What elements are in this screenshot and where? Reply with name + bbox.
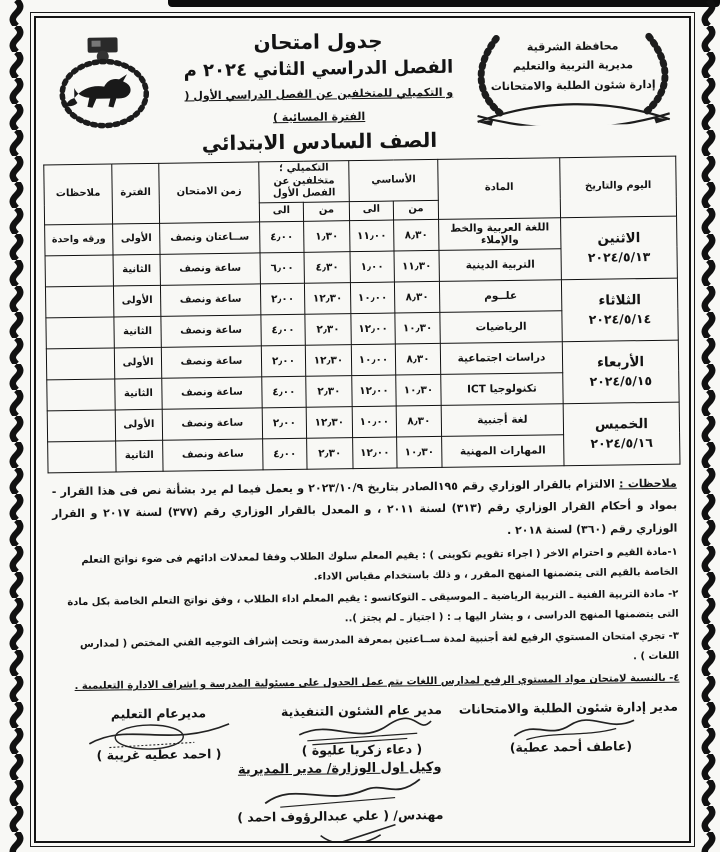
col-header-notes: ملاحظات xyxy=(44,164,113,224)
duration-cell: ســاعتان ونصف xyxy=(160,222,260,254)
day-date: ٢٠٢٤/٥/١٤ xyxy=(588,310,652,327)
notes-cell xyxy=(46,317,114,349)
outer-frame xyxy=(30,12,695,847)
wavy-border-left-icon xyxy=(8,0,25,852)
notes-cell: ورقه واحدة xyxy=(45,224,113,256)
basic-to-cell: ١٠٫٠٠ xyxy=(352,406,396,438)
notes-cell xyxy=(46,348,114,380)
subject-cell: تكنولوجيا ICT xyxy=(441,372,563,405)
signature-scribble-icon xyxy=(245,775,435,812)
comp-to-cell: ٢٫٠٠ xyxy=(260,283,304,315)
day-cell-thursday xyxy=(563,402,680,466)
notes-section xyxy=(52,472,680,697)
basic-from-cell: ٨٫٣٠ xyxy=(395,343,440,375)
note-item-3: ٣- تجري امتحان المستوي الرفيع لغة أجنبية لمدة ســاعتين بمعرفة المدرسة وتحت إشراف التوجيه الفني المختص ( لمدارس اللغات ) . xyxy=(79,630,680,663)
comp-from-cell: ٤٫٣٠ xyxy=(304,251,350,283)
basic-to-cell: ١٢٫٠٠ xyxy=(352,375,396,407)
notes-cell xyxy=(45,255,113,287)
col-header-period: الفترة xyxy=(112,164,160,224)
notes-cell xyxy=(48,441,116,473)
col-header-basic: الأساسي xyxy=(349,160,439,202)
signature-undersecretary xyxy=(180,759,501,843)
comp-to-cell: ٤٫٠٠ xyxy=(261,314,305,346)
note-item-2: ٢- مادة التربية الفنية ـ التربية الرياضية ـ الموسيقى ـ التوكاتسو : يقيم المعلم اداء الطلاب ، وفق نواتج التعلم الخاصة بكل مادة التى يتضمنها المنهج الدراسى ، و يشار اليها بـ : ( اجتياز ـ لم يجتز ).. xyxy=(67,588,679,625)
day-date: ٢٠٢٤/٥/١٦ xyxy=(590,434,654,451)
title-block xyxy=(167,24,470,156)
basic-to-cell: ١١٫٠٠ xyxy=(350,220,394,252)
governorate-logo xyxy=(39,29,168,137)
comp-from-cell: ٢٫٣٠ xyxy=(305,313,351,345)
signature-students-affairs xyxy=(458,698,679,757)
subject-cell: اللغة العربية والخط والإملاء xyxy=(439,217,561,250)
day-cell-wednesday xyxy=(562,340,679,404)
subject-cell: الرياضيات xyxy=(440,310,562,343)
basic-from-cell: ١٠٫٣٠ xyxy=(396,374,441,406)
subject-cell: دراسات اجتماعية xyxy=(440,341,562,374)
subheader-comp-to: الى xyxy=(259,202,303,222)
notes-label: ملاحظات : xyxy=(619,476,677,491)
period-cell: الثانية xyxy=(116,440,163,472)
basic-to-cell: ١٢٫٠٠ xyxy=(353,437,397,469)
col-header-duration: زمن الامتحان xyxy=(159,162,260,223)
period-cell: الأولى xyxy=(113,285,160,317)
comp-from-cell: ١٢٫٣٠ xyxy=(306,406,352,438)
note-item-1: ١-مادة القيم و احترام الاخر ( اجراء تقويم تكوينى ) : يقيم المعلم سلوك الطلاب وفقا لمعدلات ادائهم فى ضوء نواتج التعلم الخاصة بالقيم التى يتضمنها المنهج المقرر ، و ذلك باستخدام مقياس الاداء. xyxy=(81,546,679,583)
comp-from-cell: ١٢٫٣٠ xyxy=(304,282,350,314)
horse-emblem-icon xyxy=(51,35,156,136)
day-name: الثلاثاء xyxy=(598,292,642,309)
period-cell: الثانية xyxy=(113,254,160,286)
subheader-comp-from: من xyxy=(303,201,349,221)
signature-name: مهندس/ ( علي عبدالرؤوف احمد ) xyxy=(237,806,444,825)
signature-row xyxy=(57,698,679,763)
day-name: الخميس xyxy=(594,416,649,433)
wavy-border-right-icon xyxy=(700,0,717,852)
basic-to-cell: ١٠٫٠٠ xyxy=(350,282,394,314)
comp-to-cell: ٢٫٠٠ xyxy=(261,345,305,377)
duration-cell: ساعة ونصف xyxy=(161,346,261,378)
subject-cell: التربية الدينية xyxy=(439,248,561,281)
org-line-department: إدارة شئون الطلبة والامتحانات xyxy=(490,77,656,93)
comp-from-cell: ٢٫٣٠ xyxy=(306,375,352,407)
comp-from-cell: ١٫٣٠ xyxy=(304,220,350,252)
directorate-block xyxy=(468,22,677,97)
period-cell: الثانية xyxy=(114,316,161,348)
signature-name: ( احمد عطيه غريبة ) xyxy=(96,745,222,763)
duration-cell: ساعة ونصف xyxy=(163,439,263,471)
comp-to-cell: ٤٫٠٠ xyxy=(260,221,304,253)
basic-from-cell: ١٠٫٣٠ xyxy=(395,312,440,344)
subject-cell: المهارات المهنية xyxy=(442,434,564,467)
duration-cell: ساعة ونصف xyxy=(160,253,260,285)
subheader-basic-from: من xyxy=(393,200,438,220)
col-header-subject: المادة xyxy=(438,158,561,219)
basic-from-cell: ٨٫٣٠ xyxy=(396,405,441,437)
main-title: جدول امتحان xyxy=(253,28,383,55)
period-cell: الثانية xyxy=(115,378,162,410)
term-title: الفصل الدراسي الثاني ٢٠٢٤ م xyxy=(183,56,454,82)
notes-cell xyxy=(47,410,115,442)
day-name: الاثنين xyxy=(597,230,641,247)
grade-title: الصف السادس الابتدائي xyxy=(201,128,438,156)
notes-intro-text: الالتزام بالقرار الوزاري رقم ١٩٥الصادر بتاريخ ٢٠٢٣/١٠/٩ و يعمل فيما لم يرد بشأنة نص فى هذا القرار - بمواد و أحكام القرار الوزاري رقم (٣١٣) لسنة ٢٠١١ ، و المعدل بالقرار الوزاري رقم (٣٧٧) لسنة ٢٠١٧ و القرار الوزاري رقم (٣٦٠) لسنة ٢٠١٨ . xyxy=(51,477,678,537)
day-cell-monday xyxy=(561,216,678,280)
period-cell: الأولى xyxy=(114,347,161,379)
org-line-directorate: مديرية التربية والتعليم xyxy=(512,58,634,74)
scan-top-edge-artifact xyxy=(168,0,720,7)
note-item-4: ٤- بالنسبة لامتحان مواد المستوي الرفيع لمدارس اللغات يتم عمل الجدول على مسئولية المدرسة و اشراف الادارة التعليمية . xyxy=(74,672,680,693)
basic-to-cell: ١٫٠٠ xyxy=(350,251,394,283)
duration-cell: ساعة ونصف xyxy=(162,377,262,409)
basic-to-cell: ١٢٫٠٠ xyxy=(351,313,395,345)
subject-cell: علــوم xyxy=(439,279,561,312)
comp-from-cell: ٢٫٣٠ xyxy=(307,437,353,469)
basic-to-cell: ١٠٫٠٠ xyxy=(351,344,395,376)
period-cell: الأولى xyxy=(113,223,160,255)
signature-scribble-icon xyxy=(265,822,415,843)
comp-to-cell: ٢٫٠٠ xyxy=(262,407,306,439)
signature-title: مدير إدارة شئون الطلبة والامتحانات xyxy=(458,698,678,717)
signature-name: (عاطف أحمد عطية) xyxy=(509,738,633,755)
basic-from-cell: ٨٫٣٠ xyxy=(394,219,439,251)
notes-cell xyxy=(45,286,113,318)
duration-cell: ساعة ونصف xyxy=(161,315,261,347)
signature-title: مديرعام التعليم xyxy=(110,705,207,722)
day-date: ٢٠٢٤/٥/١٣ xyxy=(587,248,651,265)
signature-executive-affairs xyxy=(260,701,464,760)
col-header-day: اليوم والتاريخ xyxy=(560,156,677,217)
period-cell: الأولى xyxy=(115,409,162,441)
signature-title: مدير عام الشئون التنفيذية xyxy=(280,701,442,720)
comp-from-cell: ١٢٫٣٠ xyxy=(305,344,351,376)
duration-cell: ساعة ونصف xyxy=(160,284,260,316)
comp-to-cell: ٤٫٠٠ xyxy=(263,438,307,470)
subheader-basic-to: الى xyxy=(349,201,393,221)
day-date: ٢٠٢٤/٥/١٥ xyxy=(589,372,653,389)
supplementary-subtitle: و التكميلي للمتخلفين عن الفصل الدراسي الأول ( الفترة المسائية ) xyxy=(184,85,454,125)
subject-cell: لغة أجنبية xyxy=(441,403,563,436)
signature-title: وكيل اول الوزارة/ مدير المديرية xyxy=(237,759,442,778)
comp-to-cell: ٦٫٠٠ xyxy=(260,252,304,284)
col-header-supplementary: التكميلي ؛ متخلفين عن الفصل الأول xyxy=(259,161,350,203)
notes-cell xyxy=(47,379,115,411)
day-name: الأربعاء xyxy=(596,354,645,371)
basic-from-cell: ١٠٫٣٠ xyxy=(397,436,442,468)
document-header xyxy=(39,22,678,159)
org-line-governorate: محافظة الشرقية xyxy=(526,39,619,54)
signature-name: ( دعاء زكريا عليوة ) xyxy=(301,741,423,758)
basic-from-cell: ٨٫٣٠ xyxy=(394,281,439,313)
exam-schedule-table xyxy=(43,156,680,473)
basic-from-cell: ١١٫٣٠ xyxy=(394,250,439,282)
inner-frame xyxy=(34,16,691,843)
duration-cell: ساعة ونصف xyxy=(162,408,262,440)
signature-education-director xyxy=(57,704,261,763)
comp-to-cell: ٤٫٠٠ xyxy=(262,376,306,408)
day-cell-tuesday xyxy=(561,278,678,342)
